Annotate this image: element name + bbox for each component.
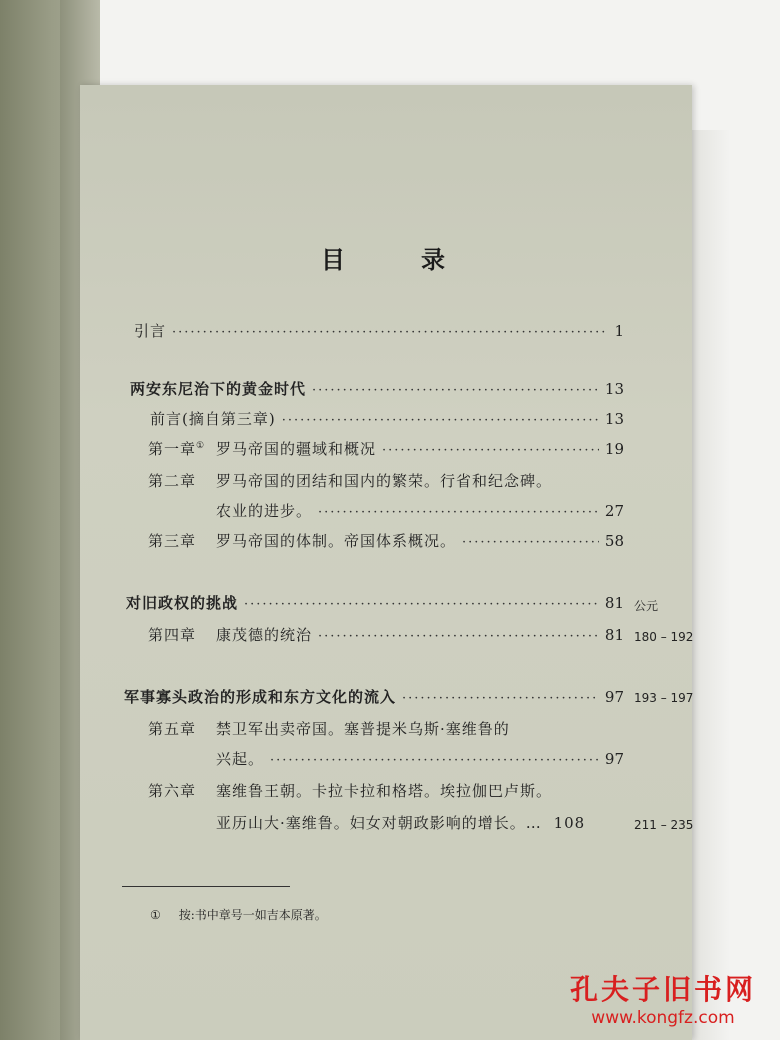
leader-dots [402,691,599,706]
chapter-title: 罗马帝国的疆域和概况 [216,440,377,458]
chapter-title: 罗马帝国的体制。帝国体系概况。 [216,532,457,550]
page-number: 19 [604,440,624,458]
page-number: 58 [604,532,624,550]
chapter-number: 第六章 [148,782,197,800]
leader-dots [270,753,599,768]
chapter-number: 第五章 [148,720,197,738]
page-number: 97 [604,688,624,706]
toc-section [126,592,624,613]
footnote-marker: ① [196,441,206,451]
chapter-number: 第四章 [148,626,197,644]
chapter-number: 第二章 [148,472,197,490]
page-number: 13 [604,380,624,398]
watermark-name: 孔夫子旧书网 [569,973,756,1006]
leader-dots [282,413,599,428]
year-range: 193 – 197 [634,691,694,705]
toc-section [130,378,624,399]
chapter-title-continued: 亚历山大·塞维鲁。妇女对朝政影响的增长。… [216,814,542,832]
year-range: 180 – 192 [634,630,694,644]
site-watermark [570,968,756,1028]
section-label: 两安东尼治下的黄金时代 [130,380,307,398]
page-number: 81 [604,626,624,644]
toc-section [124,686,624,707]
leader-dots [382,443,599,458]
book-page [80,85,692,1040]
chapter-title-continued: 农业的进步。 [216,502,313,520]
chapter-title: 罗马帝国的团结和国内的繁荣。行省和纪念碑。 [216,472,553,490]
leader-dots [462,535,599,550]
entry-label: 前言(摘自第三章) [150,410,276,428]
page-number: 81 [604,594,624,612]
toc-entry-chapter [148,718,510,739]
leader-dots [172,325,608,340]
chapter-title: 禁卫军出卖帝国。塞普提米乌斯·塞维鲁的 [216,720,510,738]
toc-entry-continuation [216,748,624,769]
toc-entry-intro [134,320,624,341]
section-label: 军事寡头政治的形成和东方文化的流入 [124,688,397,706]
toc-entry-chapter [148,438,624,459]
toc-entry-chapter [148,470,552,491]
chapter-number: 第一章① [148,440,206,458]
entry-label: 引言 [134,322,167,340]
toc-entry-continuation [216,812,585,833]
chapter-title-continued: 兴起。 [216,750,265,768]
year-range: 211 – 235 [634,818,694,832]
toc-entry-chapter [148,624,624,645]
page-number: 27 [604,502,624,520]
page-number: 13 [604,410,624,428]
page-number: 97 [604,750,624,768]
watermark-url: www.kongfz.com [591,1008,735,1028]
chapter-title: 康茂德的统治 [216,626,313,644]
toc-entry-continuation [216,500,624,521]
chapter-number: 第三章 [148,532,197,550]
chapter-title: 塞维鲁王朝。卡拉卡拉和格塔。埃拉伽巴卢斯。 [216,782,553,800]
toc-entry-preface [150,408,624,429]
leader-dots [312,383,599,398]
toc-entry-chapter [148,780,552,801]
footnote-text: 按:书中章号一如吉本原著。 [178,908,327,922]
toc-entry-chapter [148,530,624,551]
era-label: 公元 [634,599,659,613]
section-label: 对旧政权的挑战 [126,594,239,612]
leader-dots [318,505,599,520]
footnote [150,906,327,923]
footnote-marker: ① [150,908,161,922]
footnote-rule [122,886,290,887]
leader-dots [318,629,599,644]
leader-dots [244,597,599,612]
page-number: 108 [553,814,586,832]
toc-title: 目 录 [321,245,471,274]
page-number: 1 [614,322,624,340]
